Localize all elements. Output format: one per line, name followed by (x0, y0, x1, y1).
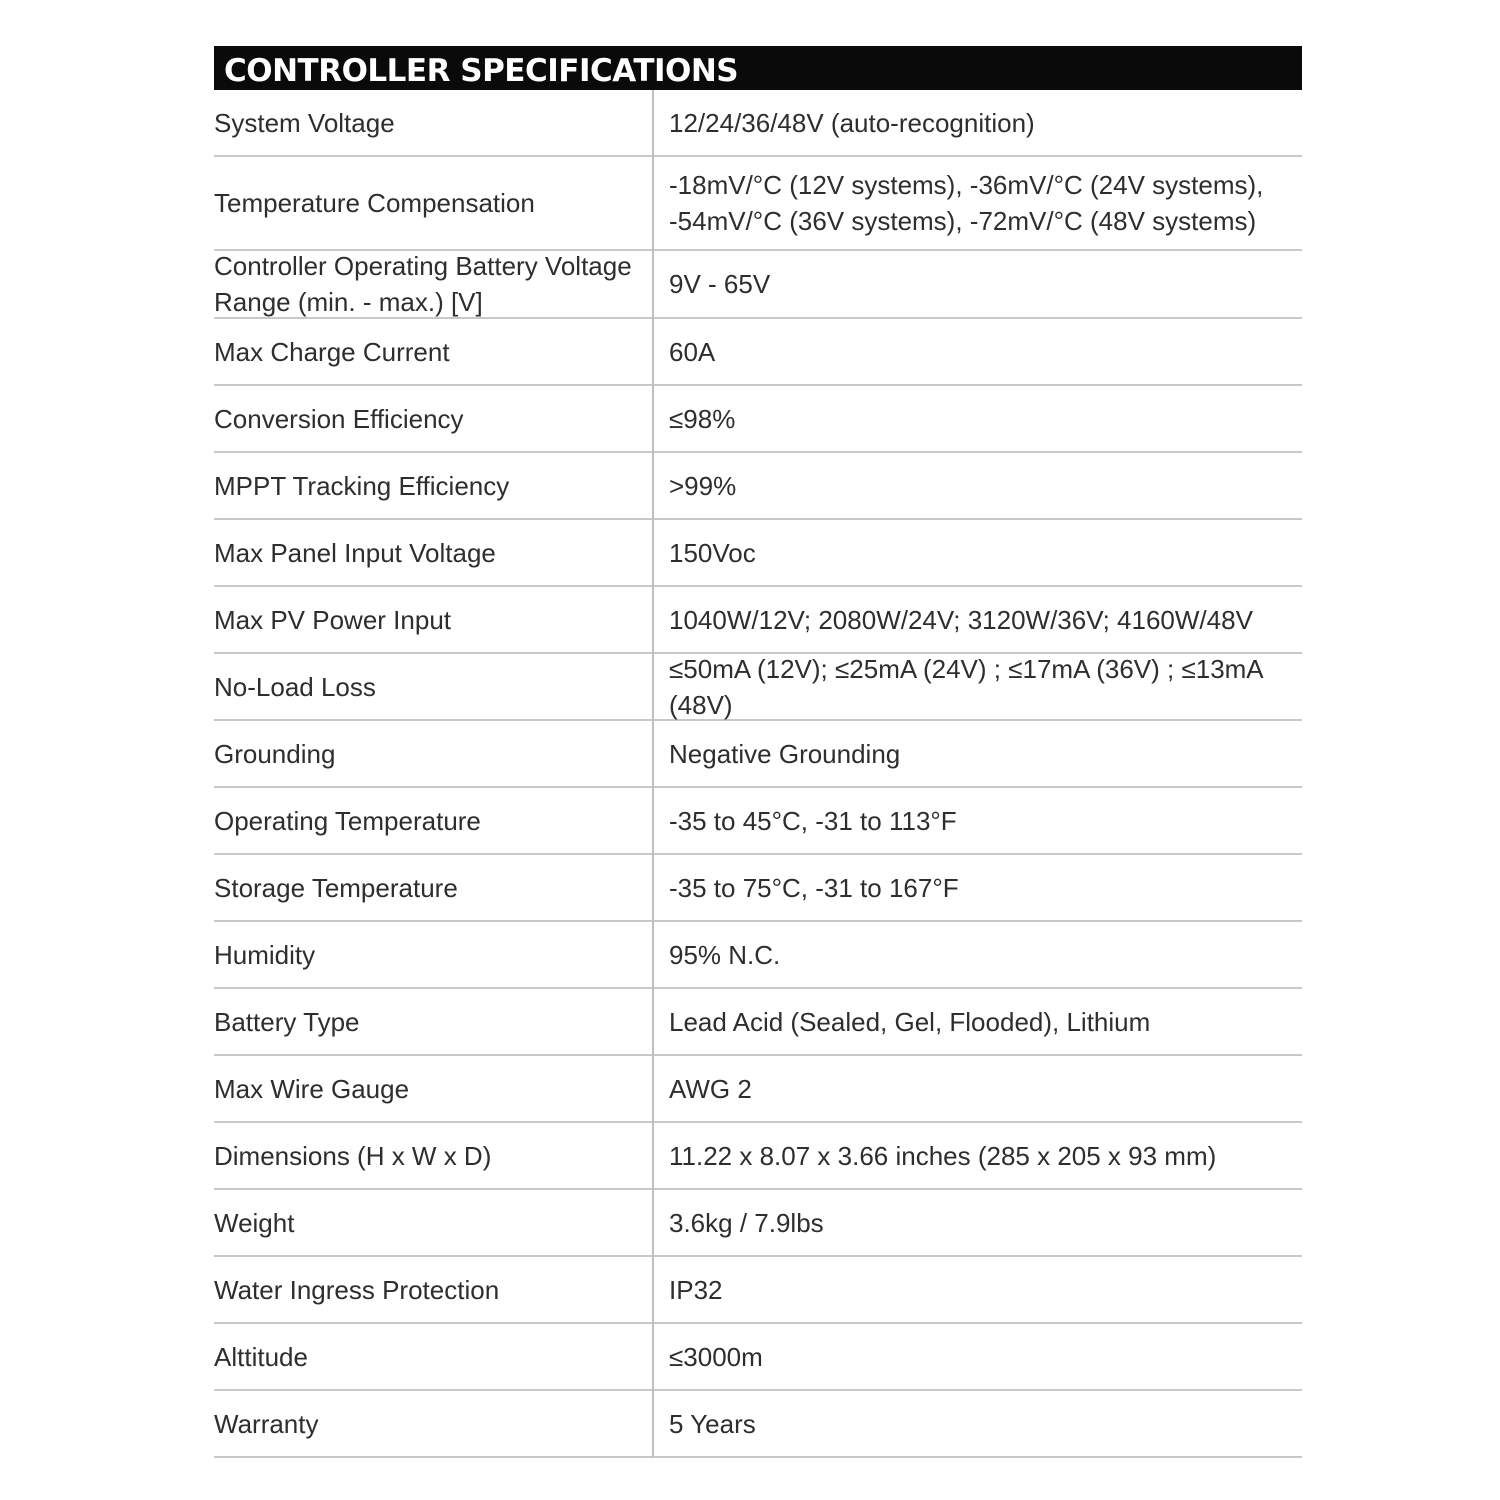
spec-table (214, 90, 1302, 1458)
spec-value: ≤50mA (12V); ≤25mA (24V) ; ≤17mA (36V) ; ≤13mA (48V) (669, 653, 1263, 720)
spec-value: 1040W/12V; 2080W/24V; 3120W/36V; 4160W/48V (669, 604, 1253, 635)
spec-value: 60A (669, 336, 716, 367)
table-row (214, 319, 1302, 386)
spec-label: Storage Temperature (214, 872, 458, 903)
spec-value: Lead Acid (Sealed, Gel, Flooded), Lithium (669, 1006, 1151, 1037)
table-row (214, 587, 1302, 654)
spec-label: Grounding (214, 738, 336, 769)
spec-label: Battery Type (214, 1006, 360, 1037)
spec-value: Negative Grounding (669, 738, 901, 769)
spec-label: Max PV Power Input (214, 604, 451, 635)
table-row (214, 1391, 1302, 1458)
spec-value: IP32 (669, 1274, 723, 1305)
table-row (214, 157, 1302, 251)
spec-label: Max Panel Input Voltage (214, 537, 496, 568)
spec-label: Operating Temperature (214, 805, 481, 836)
spec-label: Weight (214, 1207, 295, 1238)
table-row (214, 788, 1302, 855)
spec-value: 5 Years (669, 1408, 756, 1439)
spec-value: 150Voc (669, 537, 756, 568)
table-row (214, 922, 1302, 989)
spec-value: ≤98% (669, 403, 736, 434)
table-row (214, 989, 1302, 1056)
table-row (214, 1123, 1302, 1190)
table-row (214, 453, 1302, 520)
table-row (214, 1056, 1302, 1123)
spec-label: System Voltage (214, 107, 395, 138)
spec-value: ≤3000m (669, 1341, 763, 1372)
table-row (214, 520, 1302, 587)
spec-header: CONTROLLER SPECIFICATIONS (214, 46, 1302, 90)
spec-value: -35 to 45°C, -31 to 113°F (669, 805, 957, 836)
spec-label: Alttitude (214, 1341, 308, 1372)
table-row (214, 855, 1302, 922)
spec-label: Max Charge Current (214, 336, 450, 367)
table-row (214, 386, 1302, 453)
spec-value: -35 to 75°C, -31 to 167°F (669, 872, 959, 903)
table-row (214, 721, 1302, 788)
table-row (214, 1190, 1302, 1257)
spec-label: No-Load Loss (214, 671, 376, 702)
table-row (214, 251, 1302, 319)
spec-label: Controller Operating Battery Voltage Range (min. - max.) [V] (214, 251, 632, 317)
table-row (214, 1324, 1302, 1391)
table-row (214, 90, 1302, 157)
spec-label: Water Ingress Protection (214, 1274, 500, 1305)
spec-label: Temperature Compensation (214, 188, 535, 218)
spec-label: Conversion Efficiency (214, 403, 464, 434)
spec-label: Warranty (214, 1408, 319, 1439)
spec-value: 3.6kg / 7.9lbs (669, 1207, 824, 1238)
spec-value: -18mV/°C (12V systems), -36mV/°C (24V systems), -54mV/°C (36V systems), -72mV/°C (48V systems) (669, 170, 1264, 236)
spec-label: Max Wire Gauge (214, 1073, 410, 1104)
spec-value: 95% N.C. (669, 939, 781, 970)
table-row (214, 1257, 1302, 1324)
spec-value: AWG 2 (669, 1073, 752, 1104)
spec-sheet (214, 46, 1302, 1458)
table-row (214, 654, 1302, 721)
spec-value: >99% (669, 470, 737, 501)
spec-value: 11.22 x 8.07 x 3.66 inches (285 x 205 x 93 mm) (669, 1140, 1217, 1171)
spec-label: Humidity (214, 939, 316, 970)
spec-value: 9V - 65V (669, 269, 771, 299)
spec-label: MPPT Tracking Efficiency (214, 470, 510, 501)
spec-value: 12/24/36/48V (auto-recognition) (669, 107, 1035, 138)
spec-label: Dimensions (H x W x D) (214, 1140, 492, 1171)
